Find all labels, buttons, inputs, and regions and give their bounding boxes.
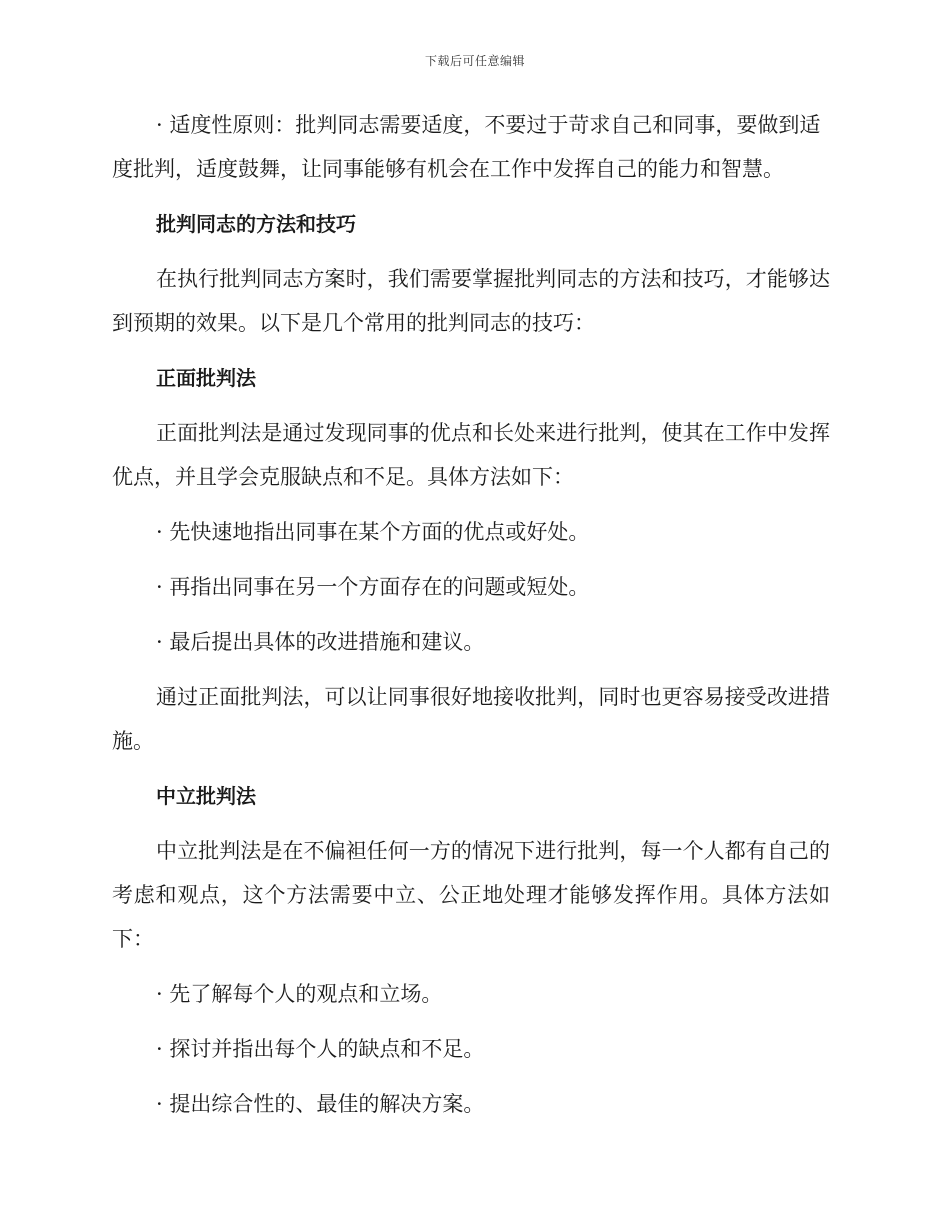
bullet-positive-step-3: · 最后提出具体的改进措施和建议。 — [156, 630, 485, 654]
bullet-moderation-principle: · 适度性原则：批判同志需要适度，不要过于苛求自己和同事，要做到适度批判，适度鼓舞，让同事能够有机会在工作中发挥自己的能力和智慧。 — [112, 113, 821, 181]
paragraph-methods-intro: 在执行批判同志方案时，我们需要掌握批判同志的方法和技巧，才能够达到预期的效果。以下是几个常用的批判同志的技巧： — [112, 267, 830, 335]
bullet-positive-step-1: · 先快速地指出同事在某个方面的优点或好处。 — [156, 520, 590, 544]
paragraph-neutral-criticism: 中立批判法是在不偏袒任何一方的情况下进行批判，每一个人都有自己的考虑和观点，这个方法需要中立、公正地处理才能够发挥作用。具体方法如下： — [112, 839, 830, 951]
bullet-positive-step-2: · 再指出同事在另一个方面存在的问题或短处。 — [156, 575, 590, 599]
subheading-neutral-criticism: 中立批判法 — [156, 784, 256, 808]
bullet-neutral-step-3: · 提出综合性的、最佳的解决方案。 — [156, 1092, 485, 1116]
paragraph-positive-summary: 通过正面批判法，可以让同事很好地接收批判，同时也更容易接受改进措施。 — [112, 685, 830, 753]
document-body — [112, 103, 830, 1137]
page-header: 下载后可任意编辑 — [424, 54, 525, 68]
bullet-neutral-step-1: · 先了解每个人的观点和立场。 — [156, 982, 443, 1006]
bullet-neutral-step-2: · 探讨并指出每个人的缺点和不足。 — [156, 1037, 485, 1061]
section-heading-methods: 批判同志的方法和技巧 — [156, 212, 356, 236]
subheading-positive-criticism: 正面批判法 — [156, 366, 256, 390]
paragraph-positive-criticism: 正面批判法是通过发现同事的优点和长处来进行批判，使其在工作中发挥优点，并且学会克服缺点和不足。具体方法如下： — [112, 421, 830, 489]
